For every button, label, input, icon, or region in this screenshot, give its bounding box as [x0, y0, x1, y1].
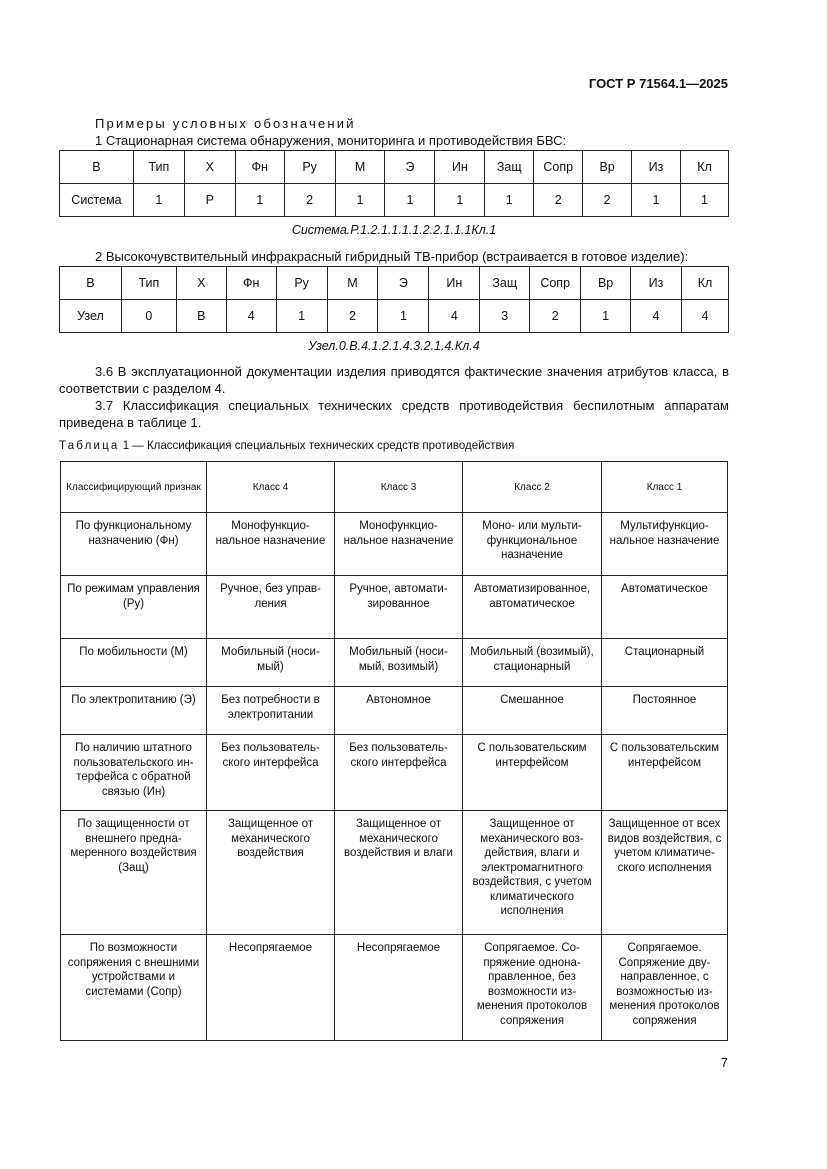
class-cell: Автоматизированное, автоматическое [463, 576, 602, 639]
example-2-value-row [60, 300, 729, 333]
class-cell: Защищенное от всех видов воздействия, с учетом климатического исполнения [602, 811, 728, 935]
example-1-formula: Система.Р.1.2.1.1.1.1.2.2.1.1.1Кл.1 [291, 223, 497, 237]
class-cell: С пользовательским интерфейсом [463, 735, 602, 811]
class-cell: Защищенное от механического воздействия и влаги [335, 811, 463, 935]
code-cell: Х [184, 151, 235, 184]
example-1-header-row [60, 151, 729, 184]
class-cell: Мобильный (носимый) [207, 639, 335, 687]
criterion-cell: По наличию штатного пользовательского интерфейса с обратной связью (Ин) [61, 735, 207, 811]
table-row [61, 513, 728, 576]
page-number: 7 [720, 1055, 728, 1070]
classification-header-cell: Класс 2 [463, 462, 602, 513]
code-cell: 1 [133, 184, 184, 217]
table-row [61, 576, 728, 639]
table-1-caption-text: 1 — Классификация специальных технических средств противодействия [119, 440, 515, 452]
code-cell: Система [60, 184, 134, 217]
code-cell: Сопр [534, 151, 583, 184]
code-cell: Сопр [530, 267, 581, 300]
code-cell: Кл [680, 151, 728, 184]
class-cell: Сопрягаемое. Сопряжение однонаправленное, без возможности изменения протоколов сопряжения [463, 935, 602, 1041]
table-row [61, 935, 728, 1041]
code-cell: 1 [632, 184, 681, 217]
code-cell: 2 [583, 184, 632, 217]
code-cell: 4 [681, 300, 728, 333]
code-cell: 1 [680, 184, 728, 217]
code-cell: Фн [226, 267, 276, 300]
examples-heading: Примеры условных обозначений [95, 116, 356, 131]
table-1-caption [59, 440, 514, 452]
criterion-cell: По возможности сопряжения с внешними устройствами и системами (Сопр) [61, 935, 207, 1041]
code-cell: 1 [581, 300, 631, 333]
table-row [61, 639, 728, 687]
code-cell: В [176, 300, 226, 333]
code-cell: Защ [485, 151, 534, 184]
code-cell: 4 [631, 300, 682, 333]
example-2-formula: Узел.0.В.4.1.2.1.4.3.2.1.4.Кл.4 [308, 339, 480, 353]
criterion-cell: По режимам управления (Ру) [61, 576, 207, 639]
class-cell: Автономное [335, 687, 463, 735]
criterion-cell: По защищенности от внешнего преднамеренного воздействия (Защ) [61, 811, 207, 935]
example-1-title: 1 Стационарная система обнаружения, мониторинга и противодействия БВС: [95, 133, 567, 148]
table-row [61, 811, 728, 935]
class-cell: Несопрягаемое [207, 935, 335, 1041]
code-cell: 1 [276, 300, 327, 333]
code-cell: 2 [284, 184, 335, 217]
table-row [61, 687, 728, 735]
class-cell: Мобильный (носимый, возимый) [335, 639, 463, 687]
class-cell: Монофункциональное назначение [335, 513, 463, 576]
paragraph-3-6: 3.6 В эксплуатационной документации изделия приводятся фактические значения атрибутов класса, в соответствии с разделом 4. [59, 364, 729, 396]
class-cell: Ручное, автоматизированное [335, 576, 463, 639]
table-row [61, 735, 728, 811]
classification-header-cell: Класс 4 [207, 462, 335, 513]
class-cell: Стационарный [602, 639, 728, 687]
code-cell: Э [378, 267, 429, 300]
classification-header-cell: Класс 1 [602, 462, 728, 513]
class-cell: Сопрягаемое. Сопряжение двунаправленное, с возможностью изменения протоколов сопряжения [602, 935, 728, 1041]
table-1-caption-label: Таблица [59, 440, 120, 452]
class-cell: Автоматическое [602, 576, 728, 639]
code-cell: Ру [284, 151, 335, 184]
class-cell: Без пользовательского интерфейса [335, 735, 463, 811]
code-cell: 0 [121, 300, 176, 333]
code-cell: Х [176, 267, 226, 300]
code-cell: 1 [485, 184, 534, 217]
code-cell: В [60, 267, 122, 300]
class-cell: Несопрягаемое [335, 935, 463, 1041]
class-cell: Защищенное от механического воздействия [207, 811, 335, 935]
classification-header-row [61, 462, 728, 513]
class-cell: Без пользовательского интерфейса [207, 735, 335, 811]
example-1-table [59, 150, 729, 217]
code-cell: Вр [581, 267, 631, 300]
class-cell: Защищенное от механического воздействия, влаги и электромагнитного воздействия, с учетом климатического исполнения [463, 811, 602, 935]
criterion-cell: По мобильности (М) [61, 639, 207, 687]
criterion-cell: По функциональному назначению (Фн) [61, 513, 207, 576]
classification-table [60, 461, 728, 1041]
criterion-cell: По электропитанию (Э) [61, 687, 207, 735]
code-cell: 1 [335, 184, 385, 217]
code-cell: 2 [534, 184, 583, 217]
class-cell: Мультифункциональное назначение [602, 513, 728, 576]
code-cell: М [335, 151, 385, 184]
class-cell: Монофункциональное назначение [207, 513, 335, 576]
class-cell: С пользовательским интерфейсом [602, 735, 728, 811]
code-cell: Р [184, 184, 235, 217]
code-cell: Фн [235, 151, 284, 184]
example-2-header-row [60, 267, 729, 300]
classification-body [61, 513, 728, 1041]
document-id: ГОСТ Р 71564.1—2025 [588, 76, 728, 91]
code-cell: Тип [121, 267, 176, 300]
code-cell: Узел [60, 300, 122, 333]
class-cell: Мобильный (возимый), стационарный [463, 639, 602, 687]
code-cell: Ин [435, 151, 485, 184]
classification-header-cell: Класс 3 [335, 462, 463, 513]
code-cell: 1 [385, 184, 435, 217]
code-cell: 4 [429, 300, 480, 333]
example-1-value-row [60, 184, 729, 217]
class-cell: Моно- или мультифункциональное назначение [463, 513, 602, 576]
class-cell: Смешанное [463, 687, 602, 735]
example-2-title: 2 Высокочувствительный инфракрасный гибридный ТВ-прибор (встраивается в готовое изделие): [95, 249, 689, 264]
code-cell: Кл [681, 267, 728, 300]
code-cell: В [60, 151, 134, 184]
code-cell: Защ [480, 267, 530, 300]
class-cell: Ручное, без управления [207, 576, 335, 639]
code-cell: 4 [226, 300, 276, 333]
code-cell: М [327, 267, 378, 300]
example-2-table [59, 266, 729, 333]
code-cell: 2 [530, 300, 581, 333]
classification-header-cell: Классифицирующий признак [61, 462, 207, 513]
code-cell: Ру [276, 267, 327, 300]
code-cell: Э [385, 151, 435, 184]
code-cell: Из [632, 151, 681, 184]
code-cell: Вр [583, 151, 632, 184]
code-cell: Тип [133, 151, 184, 184]
code-cell: 1 [235, 184, 284, 217]
code-cell: 3 [480, 300, 530, 333]
code-cell: Ин [429, 267, 480, 300]
code-cell: 2 [327, 300, 378, 333]
class-cell: Без потребности в электропитании [207, 687, 335, 735]
paragraph-3-7: 3.7 Классификация специальных технических средств противодействия беспилотным аппаратам приведена в таблице 1. [59, 398, 729, 430]
code-cell: 1 [435, 184, 485, 217]
class-cell: Постоянное [602, 687, 728, 735]
code-cell: Из [631, 267, 682, 300]
code-cell: 1 [378, 300, 429, 333]
